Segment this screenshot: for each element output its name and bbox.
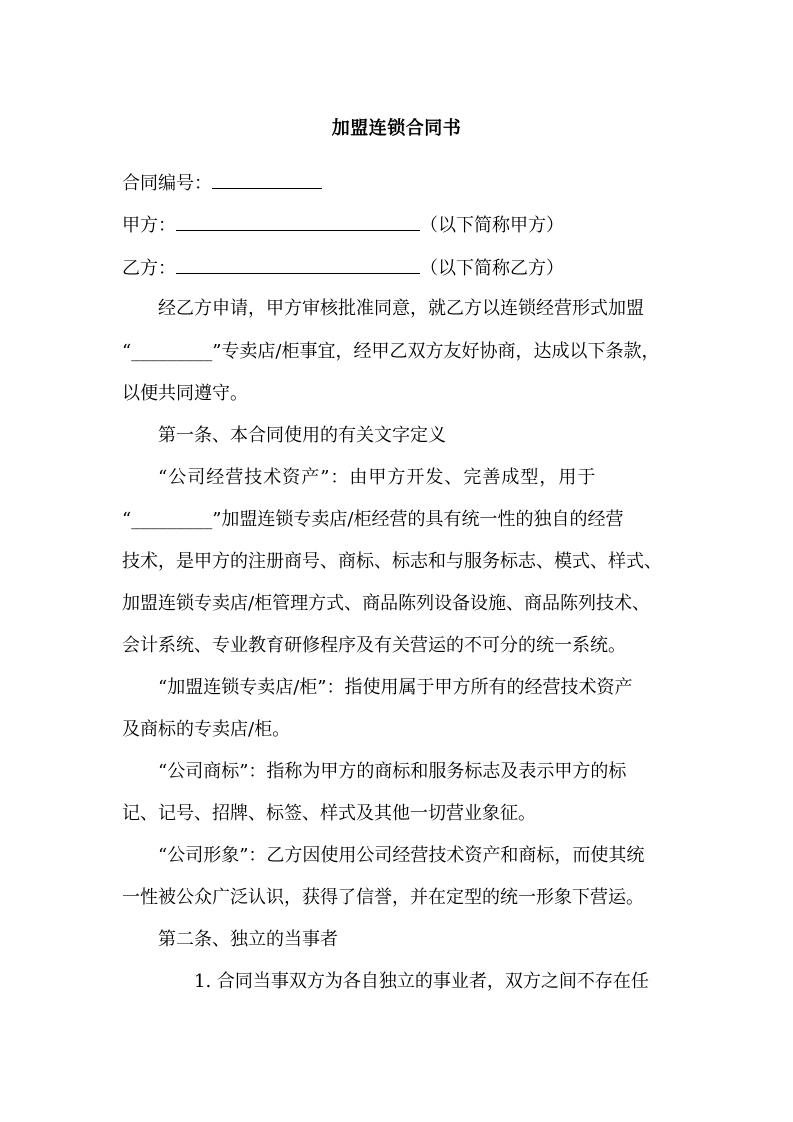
contract-number-line (122, 170, 682, 197)
paragraph-line: “_________”加盟连锁专卖店/柜经营的具有统一性的独自的经营 (122, 509, 624, 530)
paragraph-line: 加盟连锁专卖店/柜管理方式、商品陈列设备设施、商品陈列技术、 (122, 593, 651, 614)
paragraph-line: 会计系统、专业教育研修程序及有关营运的不可分的统一系统。 (122, 635, 626, 656)
paragraph-line: 经乙方申请，甲方审核批准同意，就乙方以连锁经营形式加盟 (158, 298, 644, 319)
party-b-label: 乙方： (122, 258, 176, 279)
contract-number-label: 合同编号： (122, 173, 212, 194)
party-b-blank (176, 255, 420, 274)
paragraph-line: “公司经营技术资产”：由甲方开发、完善成型，用于 (158, 467, 597, 488)
contract-number-blank (212, 170, 322, 189)
paragraph-line: “_________”专卖店/柜事宜，经甲乙双方友好协商，达成以下条款， (122, 341, 660, 362)
party-a-blank (176, 212, 420, 231)
article-2-item-1: 1. 合同当事双方为各自独立的事业者，双方之间不存在任 (194, 971, 649, 992)
party-b-suffix: （以下简称乙方） (420, 258, 564, 279)
paragraph-line: 技术，是甲方的注册商号、商标、标志和与服务标志、模式、样式、 (122, 551, 662, 572)
paragraph-line: “公司形象”：乙方因使用公司经营技术资产和商标，而使其统 (158, 845, 645, 866)
paragraph-line: 记、记号、招牌、标签、样式及其他一切营业象征。 (122, 803, 536, 824)
article-1-heading: 第一条、本合同使用的有关文字定义 (158, 425, 446, 446)
paragraph-line: 以便共同遵守。 (122, 383, 248, 404)
document-title: 加盟连锁合同书 (331, 118, 462, 139)
paragraph-line: 一性被公众广泛认识，获得了信誉，并在定型的统一形象下营运。 (122, 887, 644, 908)
paragraph-line: “加盟连锁专卖店/柜”：指使用属于甲方所有的经营技术资产 (158, 677, 633, 698)
paragraph-line: 及商标的专卖店/柜。 (122, 719, 291, 740)
party-a-line (122, 212, 682, 239)
article-2-heading: 第二条、独立的当事者 (158, 929, 338, 950)
party-a-label: 甲方： (122, 215, 176, 236)
paragraph-line: “公司商标”：指称为甲方的商标和服务标志及表示甲方的标 (158, 761, 627, 782)
party-b-line (122, 255, 682, 282)
party-a-suffix: （以下简称甲方） (420, 215, 564, 236)
